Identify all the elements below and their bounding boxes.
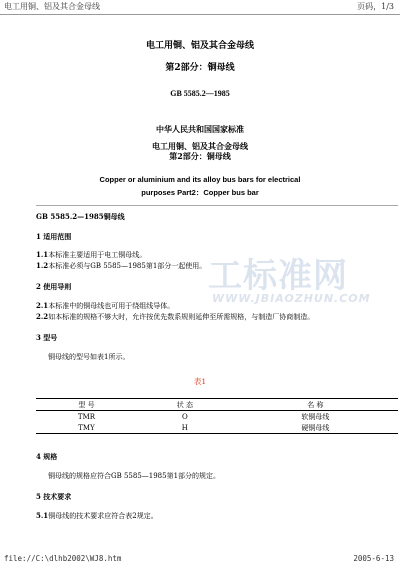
clause-text: 如本标准的规格不够大时，允许按优先数系规则延伸至所需规格，与制造厂协商制造。 (48, 313, 315, 321)
table-row (36, 422, 398, 434)
table-cell: TMR (77, 412, 96, 421)
watermark-url: WWW.JBIAOZHUN.COM (212, 292, 371, 305)
page-footer (0, 556, 400, 566)
clause-5-1 (36, 511, 158, 521)
clause-number: 1.2 (36, 261, 49, 270)
doc-title: 电工用铜、铝及其合金母线 (145, 41, 254, 51)
section-4-heading: 4 规格 (36, 452, 58, 461)
standard-number: GB 5585.2—1985 (170, 89, 230, 98)
english-title-line2: purposes Part2：Copper bus bar (141, 188, 259, 197)
table-cell: 软铜母线 (301, 412, 330, 421)
table-cell: 硬铜母线 (301, 423, 330, 432)
print-date: 2005-6-13 (353, 554, 394, 563)
clause-2-1 (36, 301, 174, 311)
section-3-heading: 3 型号 (36, 333, 58, 342)
doc-subtitle-secondary: 第2部分：铜母线 (169, 151, 231, 161)
section-4-text: 铜母线的规格应符合GB 5585—1985第1部分的规定。 (48, 472, 221, 480)
section-1-heading: 1 适用范围 (36, 232, 72, 241)
table-header-row (36, 399, 398, 411)
english-title-line1: Copper or aluminium and its alloy bus bars for electrical (99, 175, 301, 184)
file-path: file://C:\dlhb2002\WJ8.htm (4, 554, 122, 563)
clause-text: 本标准主要适用于电工铜母线。 (48, 251, 147, 259)
standard-line: GB 5585.2—1985铜母线 (36, 212, 125, 221)
watermark-logo-text: 工标准网 (208, 256, 348, 296)
page-header (0, 0, 400, 16)
table-1 (36, 398, 398, 434)
clause-number: 5.1 (36, 511, 49, 520)
header-divider (0, 14, 400, 15)
table-1-title: 表1 (193, 377, 207, 386)
clause-text: 本标准必须与GB 5585—1985第1部分一起使用。 (48, 262, 207, 270)
clause-number: 2.2 (36, 312, 49, 321)
clause-2-2 (36, 312, 314, 322)
national-standard-heading: 中华人民共和国国家标准 (156, 124, 244, 134)
clause-1-1 (36, 250, 146, 260)
clause-text: 铜母线的技术要求应符合表2规定。 (48, 512, 158, 520)
table-cell: H (181, 423, 188, 432)
doc-title-secondary: 电工用铜、铝及其合金母线 (152, 141, 248, 151)
table-cell: O (181, 412, 188, 421)
doc-subtitle: 第2部分：铜母线 (165, 63, 235, 73)
page-number: 页码，1/3 (357, 2, 394, 11)
section-5-heading: 5 技术要求 (36, 492, 72, 501)
column-header-name: 名 称 (307, 400, 324, 409)
clause-number: 1.1 (36, 250, 49, 259)
table-row (36, 411, 398, 423)
header-title: 电工用铜、铝及其合金母线 (4, 2, 100, 11)
section-3-text: 铜母线的型号如表1所示。 (48, 353, 130, 361)
section-divider (36, 205, 398, 206)
clause-1-2 (36, 261, 206, 271)
table-cell: TMY (78, 423, 95, 432)
clause-number: 2.1 (36, 301, 49, 310)
clause-text: 本标准中的铜母线也可用于绕组线导体。 (48, 302, 175, 310)
watermark (208, 248, 400, 318)
section-2-heading: 2 使用导则 (36, 282, 72, 291)
column-header-model: 型 号 (78, 400, 95, 409)
column-header-state: 状 态 (176, 400, 193, 409)
